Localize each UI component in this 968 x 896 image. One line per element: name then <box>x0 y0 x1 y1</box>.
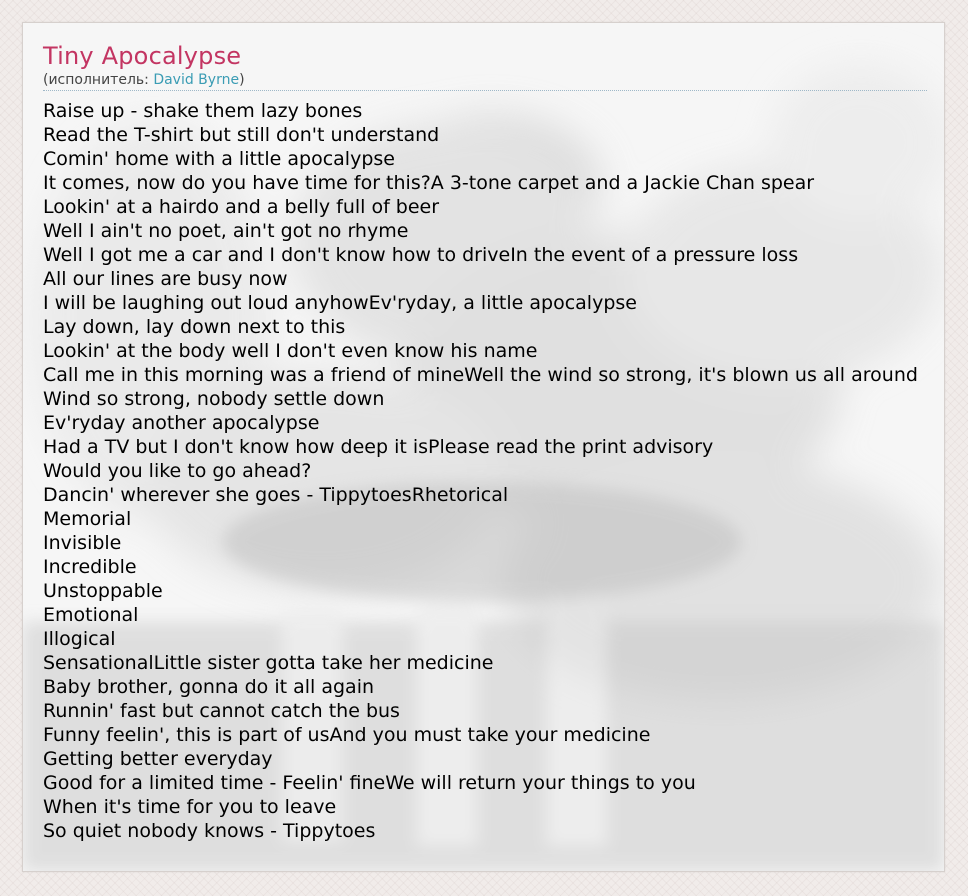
lyric-line: Lookin' at a hairdo and a belly full of beer <box>43 196 440 218</box>
artist-line <box>43 71 944 89</box>
lyric-line: Emotional <box>43 604 139 626</box>
artist-prefix: (исполнитель: <box>43 72 154 88</box>
lyric-line: Lookin' at the body well I don't even know his name <box>43 340 538 362</box>
lyric-line: Well I ain't no poet, ain't got no rhyme <box>43 220 409 242</box>
lyric-line: So quiet nobody knows - Tippytoes <box>43 820 376 842</box>
lyric-line: Would you like to go ahead? <box>43 460 312 482</box>
lyric-line: Read the T-shirt but still don't understand <box>43 124 440 146</box>
lyric-line: Dancin' wherever she goes - TippytoesRhetorical <box>43 484 509 506</box>
lyric-line: Incredible <box>43 556 137 578</box>
lyric-line: Getting better everyday <box>43 748 273 770</box>
lyric-line: Comin' home with a little apocalypse <box>43 148 395 170</box>
lyric-line: All our lines are busy now <box>43 268 288 290</box>
artist-suffix: ) <box>239 72 245 88</box>
lyrics-content <box>23 23 944 843</box>
lyric-line: It comes, now do you have time for this?A 3-tone carpet and a Jackie Chan spear <box>43 172 815 194</box>
lyric-line: When it's time for you to leave <box>43 796 337 818</box>
lyric-line: Call me in this morning was a friend of mineWell the wind so strong, it's blown us all around <box>43 364 918 386</box>
lyric-line: Funny feelin', this is part of usAnd you must take your medicine <box>43 724 651 746</box>
artist-link[interactable]: David Byrne <box>153 72 240 88</box>
lyric-line: Invisible <box>43 532 122 554</box>
lyric-line: Baby brother, gonna do it all again <box>43 676 375 698</box>
lyric-line: Unstoppable <box>43 580 163 602</box>
lyric-line: Raise up - shake them lazy bones <box>43 100 363 122</box>
title-divider <box>43 90 927 91</box>
lyric-line: Well I got me a car and I don't know how to driveIn the event of a pressure loss <box>43 244 799 266</box>
song-title: Tiny Apocalypse <box>43 42 242 70</box>
lyric-line: Ev'ryday another apocalypse <box>43 412 320 434</box>
lyrics-text <box>43 99 944 843</box>
lyric-line: Memorial <box>43 508 132 530</box>
lyric-line: Good for a limited time - Feelin' fineWe will return your things to you <box>43 772 696 794</box>
lyric-line: Had a TV but I don't know how deep it isPlease read the print advisory <box>43 436 714 458</box>
lyric-line: Illogical <box>43 628 116 650</box>
lyric-line: Wind so strong, nobody settle down <box>43 388 385 410</box>
lyric-line: SensationalLittle sister gotta take her medicine <box>43 652 494 674</box>
lyric-line: Lay down, lay down next to this <box>43 316 346 338</box>
lyrics-card <box>22 22 945 872</box>
lyric-line: Runnin' fast but cannot catch the bus <box>43 700 400 722</box>
lyric-line: I will be laughing out loud anyhowEv'ryday, a little apocalypse <box>43 292 637 314</box>
